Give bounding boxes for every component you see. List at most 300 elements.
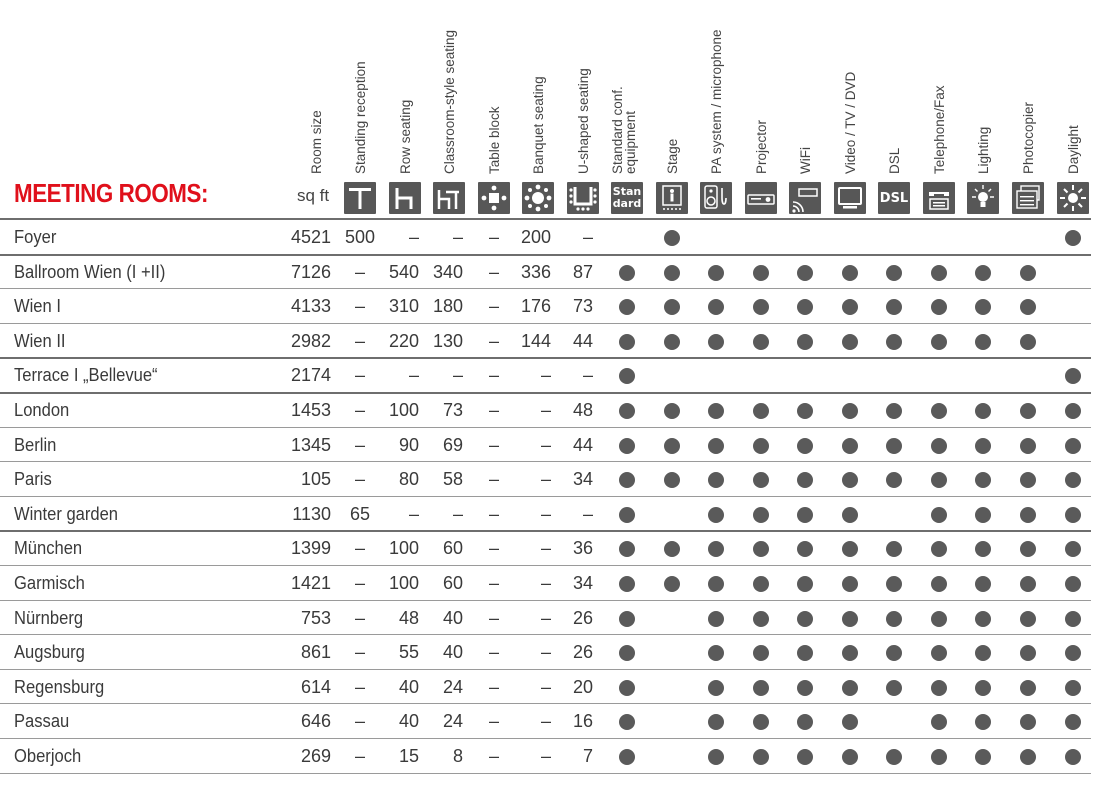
row-divider [0,461,1091,462]
standing-reception-value: – [354,365,365,386]
wifi-icon [789,182,821,214]
daylight-dot [1065,645,1081,661]
standing-reception-value: – [354,434,365,455]
room-size-value: 4133 [290,296,331,317]
pa-system-dot [708,611,724,627]
dsl-dot [886,749,902,765]
room-size-value: 269 [300,746,331,766]
room-name: Ballroom Wien (I +II) [14,261,166,282]
banquet-seating-value: – [540,434,551,455]
lighting-dot [975,472,991,488]
row-seating-value: 48 [398,607,419,628]
lighting-dot [975,680,991,696]
dsl-dot [886,576,902,592]
room-size-value: 7126 [290,261,331,282]
table-block-value: – [488,711,499,732]
telephone-fax-dot [931,299,947,315]
video-tv-dvd-dot [842,576,858,592]
standard-icon-text-top: Stan [612,185,642,198]
standing-reception-value: – [354,642,365,663]
photocopier-dot [1020,299,1036,315]
standing-reception-icon [344,182,376,214]
header-lighting: Lighting [976,126,991,174]
pa-system-dot [708,576,724,592]
stage-dot [664,334,680,350]
standing-reception-value: – [354,296,365,317]
header-telephone-fax: Telephone/Fax [932,85,947,174]
table-block-value: – [488,503,499,524]
row-seating-value: 220 [388,330,419,351]
row-seating-value: 100 [388,538,419,559]
standing-reception-value: – [354,573,365,593]
classroom-seating-value: – [452,365,463,386]
standard-equipment-dot [619,265,635,281]
projector-dot [753,507,769,523]
row-divider [0,323,1091,324]
daylight-dot [1065,507,1081,523]
video-tv-dvd-dot [842,714,858,730]
room-size-value: 646 [300,711,331,732]
table-block-value: – [488,296,499,317]
u-shaped-seating-value: 34 [572,573,593,593]
classroom-seating-value: – [452,227,463,247]
photocopier-dot [1020,334,1036,350]
daylight-dot [1065,368,1081,384]
table-row [0,428,1100,462]
lighting-dot [975,334,991,350]
room-name: Berlin [14,434,57,455]
projector-dot [753,576,769,592]
table-block-icon [478,182,510,214]
classroom-seating-value: 60 [442,573,463,593]
table-block-value: – [488,538,499,559]
lighting-dot [975,749,991,765]
standard-equipment-dot [619,749,635,765]
daylight-dot [1065,576,1081,592]
table-row [0,324,1100,358]
wifi-dot [797,645,813,661]
projector-dot [753,299,769,315]
standard-equipment-dot [619,541,635,557]
standard-equipment-dot [619,472,635,488]
dsl-dot [886,299,902,315]
standard-equipment-dot [619,507,635,523]
wifi-dot [797,714,813,730]
classroom-seating-value: – [452,503,463,524]
room-size-value: 753 [300,607,331,628]
wifi-dot [797,507,813,523]
pa-system-dot [708,438,724,454]
row-divider [0,357,1091,359]
wifi-dot [797,299,813,315]
pa-system-dot [708,334,724,350]
u-shaped-seating-value: 44 [572,434,593,455]
standing-reception-value: – [354,711,365,732]
standard-equipment-dot [619,645,635,661]
wifi-dot [797,438,813,454]
standing-reception-value: – [354,330,365,351]
photocopier-dot [1020,611,1036,627]
banquet-seating-value: – [540,642,551,663]
u-shaped-seating-value: – [582,503,593,524]
standard-equipment-dot [619,403,635,419]
standing-reception-value: – [354,676,365,697]
table-block-value: – [488,434,499,455]
lighting-dot [975,299,991,315]
room-size-value: 1453 [290,400,331,420]
row-seating-value: 310 [388,296,419,317]
wifi-dot [797,749,813,765]
header-stage: Stage [665,138,680,174]
banquet-seating-value: – [540,469,551,490]
stage-dot [664,472,680,488]
row-seating-value: 40 [398,711,419,732]
telephone-fax-dot [931,403,947,419]
table-block-value: – [488,365,499,386]
header-banquet-seating: Banquet seating [531,76,546,174]
classroom-seating-value: 69 [442,434,463,455]
dsl-dot [886,541,902,557]
room-name: Garmisch [14,573,85,593]
standard-equipment-dot [619,714,635,730]
header-room-size: Room size [309,110,324,174]
standard-equipment-icon [611,182,643,214]
dsl-dot [886,265,902,281]
wifi-dot [797,472,813,488]
wifi-dot [797,403,813,419]
video-tv-dvd-dot [842,507,858,523]
row-divider [0,634,1091,635]
table-block-value: – [488,330,499,351]
lighting-dot [975,438,991,454]
classroom-seating-value: 40 [442,607,463,628]
u-shaped-seating-value: 44 [572,330,593,351]
wifi-dot [797,576,813,592]
telephone-fax-dot [931,438,947,454]
room-name: Nürnberg [14,607,84,628]
standing-reception-value: – [354,746,365,766]
photocopier-dot [1020,265,1036,281]
u-shaped-seating-value: 7 [582,746,593,766]
banquet-seating-value: – [540,538,551,559]
room-name: Paris [14,469,52,490]
header-standing-reception: Standing reception [353,61,368,174]
room-name: Foyer [14,227,57,247]
telephone-fax-dot [931,576,947,592]
projector-dot [753,541,769,557]
banquet-seating-icon [522,182,554,214]
wifi-dot [797,611,813,627]
u-shaped-seating-value: – [582,227,593,247]
daylight-dot [1065,541,1081,557]
standard-equipment-dot [619,334,635,350]
table-block-value: – [488,573,499,593]
photocopier-dot [1020,403,1036,419]
wifi-dot [797,541,813,557]
banquet-seating-value: – [540,711,551,732]
stage-dot [664,576,680,592]
table-block-value: – [488,642,499,663]
stage-dot [664,541,680,557]
classroom-seating-value: 180 [432,296,463,317]
classroom-seating-value: 8 [452,746,463,766]
projector-dot [753,472,769,488]
projector-dot [753,714,769,730]
pa-system-dot [708,265,724,281]
room-size-value: 1130 [292,503,331,524]
video-tv-dvd-dot [842,645,858,661]
row-seating-value: 100 [388,573,419,593]
room-name: Wien II [14,330,66,351]
banquet-seating-value: – [540,607,551,628]
projector-dot [753,645,769,661]
stage-dot [664,265,680,281]
wifi-dot [797,265,813,281]
dsl-dot [886,438,902,454]
pa-system-dot [708,299,724,315]
row-divider [0,600,1091,601]
header-video-tv-dvd: Video / TV / DVD [843,71,858,174]
telephone-fax-dot [931,541,947,557]
photocopier-dot [1020,541,1036,557]
table-block-value: – [488,469,499,490]
u-shaped-seating-value: 73 [572,296,593,317]
room-size-value: 2982 [290,330,331,351]
classroom-seating-value: 24 [442,676,463,697]
dsl-icon-text: DSL [879,190,909,206]
daylight-dot [1065,749,1081,765]
header-classroom-seating: Classroom-style seating [442,29,457,174]
u-shaped-seating-value: 16 [572,711,593,732]
banquet-seating-value: – [540,400,551,420]
daylight-dot [1065,714,1081,730]
header-dsl: DSL [887,147,902,174]
row-divider [0,392,1091,394]
row-seating-value: – [408,503,419,524]
standard-icon-text-bottom: dard [612,197,642,210]
pa-system-dot [708,749,724,765]
table-row [0,670,1100,704]
u-shaped-seating-value: 87 [572,261,593,282]
video-tv-icon [834,182,866,214]
row-seating-value: 100 [388,400,419,420]
classroom-seating-value: 58 [442,469,463,490]
standard-equipment-dot [619,438,635,454]
table-row [0,220,1100,254]
classroom-seating-value: 340 [432,261,463,282]
table-block-value: – [488,746,499,766]
lighting-dot [975,611,991,627]
u-shaped-seating-icon [567,182,599,214]
dsl-dot [886,645,902,661]
stage-icon [656,182,688,214]
standard-equipment-dot [619,680,635,696]
table-row [0,462,1100,496]
pa-system-dot [708,472,724,488]
telephone-fax-dot [931,680,947,696]
banquet-seating-value: – [540,573,551,593]
video-tv-dvd-dot [842,334,858,350]
photocopier-dot [1020,680,1036,696]
projector-dot [753,438,769,454]
projector-icon [745,182,777,214]
pa-system-dot [708,680,724,696]
row-divider [0,496,1091,497]
room-size-value: 861 [300,642,331,663]
standing-reception-value: – [354,538,365,559]
banquet-seating-value: 200 [520,227,551,247]
header-photocopier: Photocopier [1021,101,1036,174]
video-tv-dvd-dot [842,611,858,627]
row-divider [0,773,1091,774]
photocopier-dot [1020,507,1036,523]
daylight-dot [1065,680,1081,696]
standing-reception-value: 65 [349,503,371,524]
telephone-fax-dot [931,749,947,765]
room-size-value: 2174 [290,365,331,386]
classroom-seating-icon [433,182,465,214]
table-block-value: – [488,227,499,247]
room-name: Augsburg [14,642,85,663]
room-size-value: 105 [300,469,331,490]
table-block-value: – [488,607,499,628]
projector-dot [753,265,769,281]
stage-dot [664,230,680,246]
projector-dot [753,749,769,765]
daylight-dot [1065,230,1081,246]
photocopier-dot [1020,714,1036,730]
classroom-seating-value: 60 [442,538,463,559]
wifi-dot [797,334,813,350]
room-size-value: 614 [300,676,331,697]
u-shaped-seating-value: 26 [572,642,593,663]
telephone-fax-dot [931,265,947,281]
banquet-seating-value: – [540,676,551,697]
lighting-dot [975,507,991,523]
video-tv-dvd-dot [842,299,858,315]
telephone-fax-dot [931,714,947,730]
telephone-fax-dot [931,611,947,627]
table-row [0,393,1100,427]
pa-system-dot [708,541,724,557]
table-row [0,601,1100,635]
video-tv-dvd-dot [842,472,858,488]
table-block-value: – [488,261,499,282]
room-name: London [14,400,70,420]
table-row [0,739,1100,773]
photocopier-dot [1020,749,1036,765]
telephone-fax-dot [931,645,947,661]
table-row [0,635,1100,669]
header-row-seating: Row seating [398,99,413,174]
classroom-seating-value: 24 [442,711,463,732]
projector-dot [753,403,769,419]
standing-reception-value: – [354,469,365,490]
size-unit: sq ft [297,186,330,205]
daylight-dot [1065,438,1081,454]
u-shaped-seating-value: 34 [572,469,593,490]
room-name: Terrace I „Bellevue“ [14,365,158,386]
pa-system-dot [708,403,724,419]
video-tv-dvd-dot [842,541,858,557]
banquet-seating-value: 176 [520,296,551,317]
pa-system-dot [708,645,724,661]
header-standard-conf: Standard conf. [610,86,625,174]
stage-dot [664,403,680,419]
standard-equipment-dot [619,299,635,315]
daylight-icon [1057,182,1089,214]
u-shaped-seating-value: 36 [572,538,593,559]
table-row [0,531,1100,565]
row-seating-value: 80 [398,469,419,490]
row-seating-value: 15 [398,746,419,766]
header-u-shaped-seating: U-shaped seating [576,68,591,174]
standard-equipment-dot [619,368,635,384]
room-size-value: 1421 [290,573,331,593]
photocopier-dot [1020,472,1036,488]
wifi-dot [797,680,813,696]
banquet-seating-value: 336 [520,261,551,282]
classroom-seating-value: 40 [442,642,463,663]
video-tv-dvd-dot [842,403,858,419]
classroom-seating-value: 73 [442,400,463,420]
telephone-fax-dot [931,472,947,488]
telephone-fax-icon [923,182,955,214]
row-divider [0,530,1091,532]
projector-dot [753,611,769,627]
header-projector: Projector [754,119,769,174]
row-seating-value: – [408,365,419,386]
dsl-dot [886,472,902,488]
room-name: Winter garden [14,503,119,524]
video-tv-dvd-dot [842,438,858,454]
table-block-value: – [488,400,499,420]
lighting-icon [967,182,999,214]
header-pa-system: PA system / microphone [709,29,724,174]
dsl-dot [886,680,902,696]
row-seating-value: – [408,227,419,247]
u-shaped-seating-value: 48 [572,400,593,420]
lighting-dot [975,645,991,661]
table-title: MEETING ROOMS: [14,178,208,208]
lighting-dot [975,265,991,281]
u-shaped-seating-value: – [582,365,593,386]
standard-equipment-dot [619,576,635,592]
lighting-dot [975,714,991,730]
table-row [0,566,1100,600]
row-divider [0,703,1091,704]
dsl-icon [878,182,910,214]
row-divider [0,288,1091,289]
table-row [0,255,1100,289]
video-tv-dvd-dot [842,749,858,765]
header-table-block: Table block [487,106,502,174]
standing-reception-value: – [354,261,365,282]
row-seating-icon [389,182,421,214]
header-wifi: WiFi [798,147,813,174]
row-divider [0,565,1091,566]
room-name: Wien I [14,296,61,317]
standing-reception-value: – [354,400,365,420]
dsl-dot [886,611,902,627]
lighting-dot [975,576,991,592]
table-row [0,497,1100,531]
banquet-seating-value: – [540,365,551,386]
row-divider [0,427,1091,428]
u-shaped-seating-value: 20 [572,676,593,697]
banquet-seating-value: – [540,746,551,766]
dsl-dot [886,403,902,419]
